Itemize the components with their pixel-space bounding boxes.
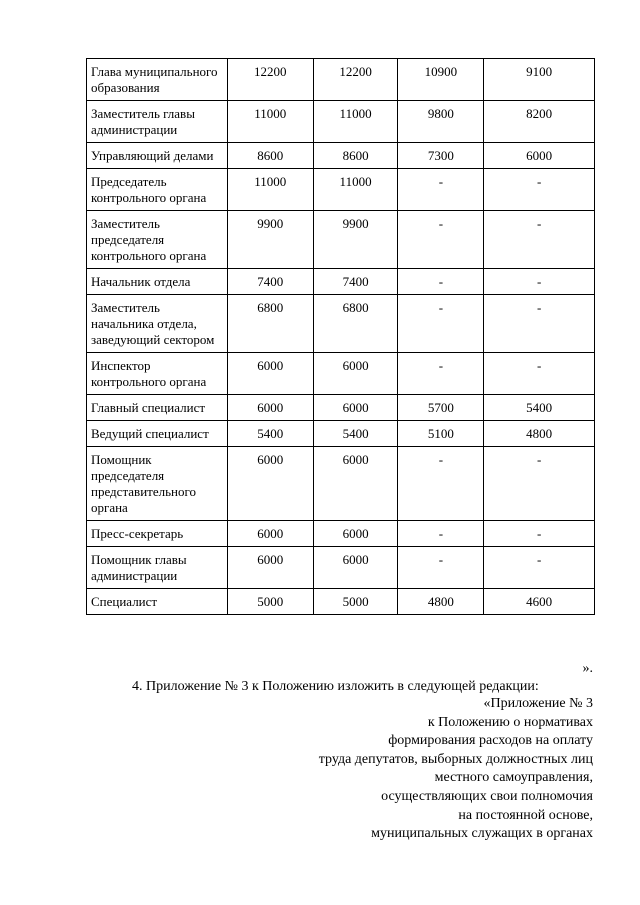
value-cell: - xyxy=(398,521,484,547)
value-cell: 6000 xyxy=(313,395,398,421)
value-cell: 12200 xyxy=(313,59,398,101)
value-cell: - xyxy=(398,447,484,521)
value-cell: 6000 xyxy=(313,521,398,547)
value-cell: - xyxy=(484,353,595,395)
table-row xyxy=(87,211,595,269)
position-cell: Председатель контрольного органа xyxy=(87,169,228,211)
value-cell: - xyxy=(398,211,484,269)
value-cell: 6000 xyxy=(227,521,313,547)
value-cell: 5100 xyxy=(398,421,484,447)
value-cell: 8200 xyxy=(484,101,595,143)
position-cell: Заместитель председателя контрольного органа xyxy=(87,211,228,269)
value-cell: 6000 xyxy=(313,447,398,521)
value-cell: 5400 xyxy=(313,421,398,447)
value-cell: 11000 xyxy=(313,169,398,211)
value-cell: 5400 xyxy=(484,395,595,421)
closing-quote-mark: ». xyxy=(582,661,593,676)
value-cell: 7300 xyxy=(398,143,484,169)
value-cell: 7400 xyxy=(313,269,398,295)
table-row xyxy=(87,59,595,101)
value-cell: - xyxy=(398,269,484,295)
value-cell: - xyxy=(484,211,595,269)
value-cell: - xyxy=(484,521,595,547)
paragraph-4: 4. Приложение № 3 к Положению изложить в следующей редакции: xyxy=(132,679,539,694)
value-cell: 4600 xyxy=(484,589,595,615)
position-cell: Глава муниципального образования xyxy=(87,59,228,101)
appendix-line: осуществляющих свои полномочия xyxy=(381,788,593,804)
value-cell: - xyxy=(484,447,595,521)
appendix-line: местного самоуправления, xyxy=(434,770,593,786)
value-cell: 5700 xyxy=(398,395,484,421)
value-cell: 6000 xyxy=(313,547,398,589)
value-cell: - xyxy=(484,169,595,211)
appendix-header xyxy=(0,695,593,844)
position-cell: Специалист xyxy=(87,589,228,615)
appendix-line: к Положению о нормативах xyxy=(427,714,593,730)
table-row xyxy=(87,295,595,353)
table-row xyxy=(87,589,595,615)
value-cell: - xyxy=(484,547,595,589)
value-cell: 5000 xyxy=(313,589,398,615)
position-cell: Заместитель начальника отдела, заведующий сектором xyxy=(87,295,228,353)
value-cell: 5400 xyxy=(227,421,313,447)
table-row xyxy=(87,101,595,143)
value-cell: 6000 xyxy=(227,353,313,395)
salary-table xyxy=(86,58,595,615)
value-cell: - xyxy=(484,269,595,295)
table-row xyxy=(87,547,595,589)
appendix-line: труда депутатов, выборных должностных лиц xyxy=(318,751,593,767)
salary-table-body xyxy=(87,59,595,615)
value-cell: 11000 xyxy=(227,101,313,143)
table-row xyxy=(87,421,595,447)
position-cell: Начальник отдела xyxy=(87,269,228,295)
value-cell: 8600 xyxy=(227,143,313,169)
value-cell: 11000 xyxy=(313,101,398,143)
appendix-line: муниципальных служащих в органах xyxy=(371,826,593,842)
appendix-line: на постоянной основе, xyxy=(458,807,593,823)
table-row xyxy=(87,447,595,521)
value-cell: 9900 xyxy=(227,211,313,269)
position-cell: Инспектор контрольного органа xyxy=(87,353,228,395)
table-row xyxy=(87,353,595,395)
table-row xyxy=(87,169,595,211)
value-cell: 7400 xyxy=(227,269,313,295)
position-cell: Заместитель главы администрации xyxy=(87,101,228,143)
value-cell: 9100 xyxy=(484,59,595,101)
value-cell: 6000 xyxy=(313,353,398,395)
position-cell: Главный специалист xyxy=(87,395,228,421)
value-cell: 6000 xyxy=(227,547,313,589)
value-cell: - xyxy=(398,295,484,353)
value-cell: - xyxy=(484,295,595,353)
appendix-line: «Приложение № 3 xyxy=(483,696,593,711)
value-cell: - xyxy=(398,353,484,395)
value-cell: 6800 xyxy=(227,295,313,353)
position-cell: Помощник председателя представительного органа xyxy=(87,447,228,521)
value-cell: 6000 xyxy=(227,395,313,421)
value-cell: 11000 xyxy=(227,169,313,211)
value-cell: - xyxy=(398,169,484,211)
position-cell: Ведущий специалист xyxy=(87,421,228,447)
table-row xyxy=(87,269,595,295)
value-cell: 12200 xyxy=(227,59,313,101)
value-cell: 10900 xyxy=(398,59,484,101)
position-cell: Помощник главы администрации xyxy=(87,547,228,589)
value-cell: 6000 xyxy=(484,143,595,169)
appendix-line: формирования расходов на оплату xyxy=(388,733,593,749)
position-cell: Пресс-секретарь xyxy=(87,521,228,547)
value-cell: 4800 xyxy=(398,589,484,615)
value-cell: 5000 xyxy=(227,589,313,615)
value-cell: 6000 xyxy=(227,447,313,521)
value-cell: 4800 xyxy=(484,421,595,447)
value-cell: 8600 xyxy=(313,143,398,169)
value-cell: - xyxy=(398,547,484,589)
position-cell: Управляющий делами xyxy=(87,143,228,169)
value-cell: 9900 xyxy=(313,211,398,269)
value-cell: 6800 xyxy=(313,295,398,353)
table-row xyxy=(87,521,595,547)
table-row xyxy=(87,395,595,421)
table-row xyxy=(87,143,595,169)
value-cell: 9800 xyxy=(398,101,484,143)
